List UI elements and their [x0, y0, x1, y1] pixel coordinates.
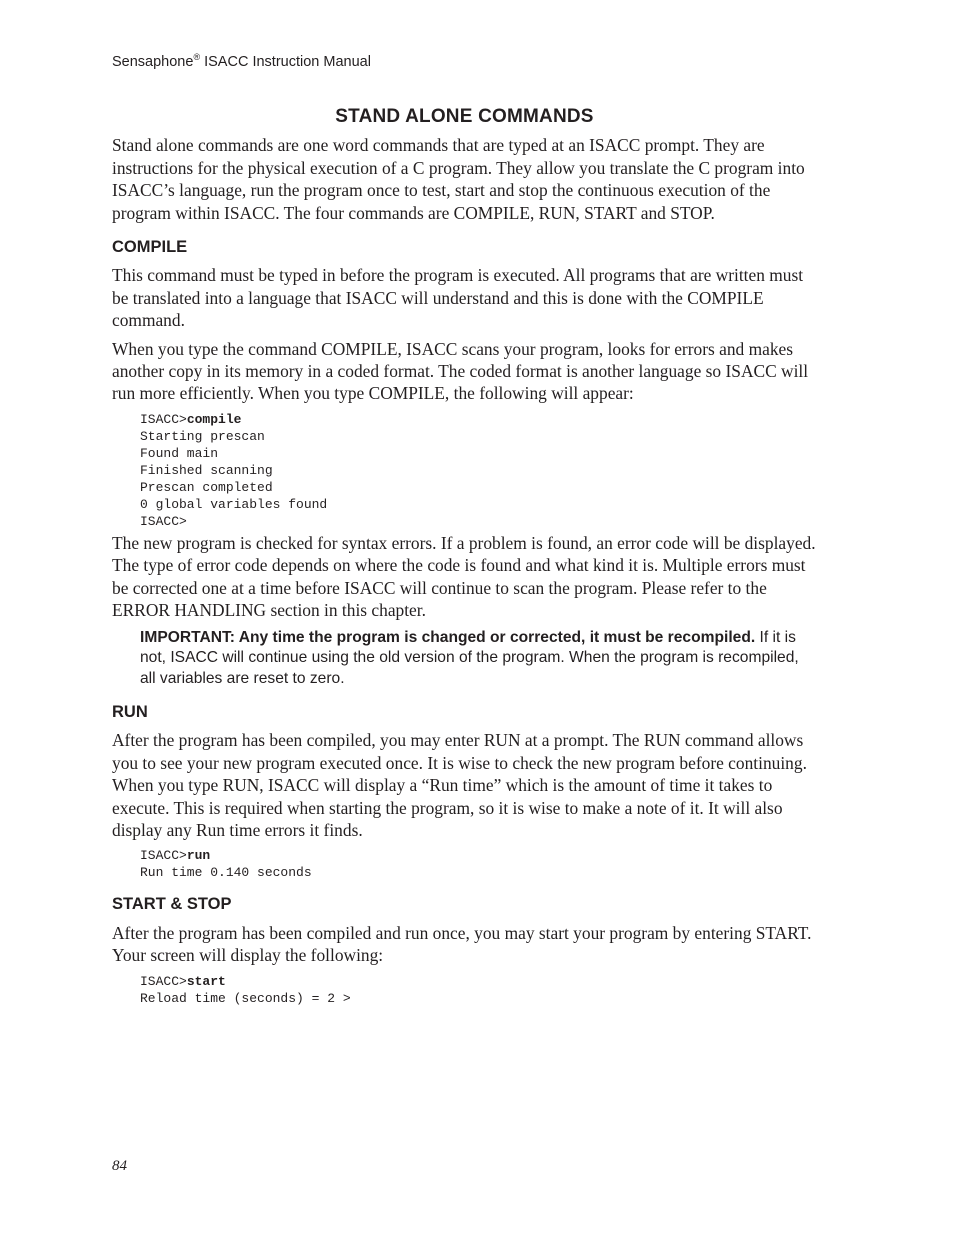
- code-command: run: [186, 848, 211, 864]
- intro-paragraph: Stand alone commands are one word commands that are typed at an ISACC prompt. They are instructions for the physical execution of a C program. They allow you translate the C program into ISACC’s language, run the program once to test, start and stop the continuous execution of the program within ISACC. The four commands are COMPILE, RUN, START and STOP.: [112, 135, 805, 223]
- important-note-text: If it is not, ISACC will continue using the old version of the program. When the program is recompiled, all variables are reset to zero.: [140, 628, 799, 687]
- manual-title: ISACC Instruction Manual: [200, 53, 371, 70]
- page-title: STAND ALONE COMMANDS: [335, 106, 594, 127]
- compile-code-block: [140, 411, 817, 530]
- code-command: compile: [186, 411, 242, 427]
- important-note-bold: IMPORTANT: Any time the program is changed or corrected, it must be recompiled.: [140, 628, 756, 646]
- code-prompt: ISACC>: [140, 411, 187, 427]
- start-stop-heading: START & STOP: [112, 895, 232, 914]
- compile-paragraph-1: This command must be typed in before the program is executed. All programs that are written must be translated into a language that ISACC will understand and this is done with the COMPILE command.: [112, 265, 804, 331]
- run-heading: RUN: [112, 703, 148, 721]
- code-prompt: ISACC>: [140, 848, 187, 864]
- code-output: Reload time (seconds) = 2 >: [140, 990, 351, 1006]
- start-stop-paragraph: After the program has been compiled and run once, you may start your program by entering START. Your screen will display the following:: [112, 922, 812, 966]
- start-code-block: [140, 973, 817, 1007]
- running-header: [112, 52, 371, 70]
- code-command: start: [186, 973, 226, 989]
- compile-paragraph-2: When you type the command COMPILE, ISACC scans your program, looks for errors and makes another copy in its memory in a coded format. The coded format is another language so ISACC will run more efficiently. When you type COMPILE, the following will appear:: [112, 338, 809, 404]
- code-prompt: ISACC>: [140, 973, 187, 989]
- page-number: 84: [112, 1158, 127, 1174]
- code-output: Starting prescan Found main Finished scanning Prescan completed 0 global variables found ISACC>: [140, 428, 328, 529]
- run-code-block: [140, 847, 817, 881]
- brand-name: Sensaphone: [112, 53, 194, 70]
- compile-heading: COMPILE: [112, 238, 188, 257]
- important-note: [140, 628, 817, 690]
- code-output: Run time 0.140 seconds: [140, 865, 312, 881]
- registered-mark: ®: [193, 52, 201, 62]
- page-content: [112, 106, 817, 1009]
- run-paragraph: After the program has been compiled, you may enter RUN at a prompt. The RUN command allows you to see your new program executed once. It is wise to check the new program before continuing. When you type RUN, ISACC will display a “Run time” which is the amount of time it takes to execute. This is required when starting the program, so it is wise to make a note of it. It will also display any Run time errors it finds.: [112, 730, 807, 841]
- compile-paragraph-3: The new program is checked for syntax errors. If a problem is found, an error code will be displayed. The type of error code depends on where the code is found and what kind it is. Multiple errors must be corrected one at a time before ISACC will continue to scan the program. Please refer to the ERROR HANDLING section in this chapter.: [112, 532, 816, 621]
